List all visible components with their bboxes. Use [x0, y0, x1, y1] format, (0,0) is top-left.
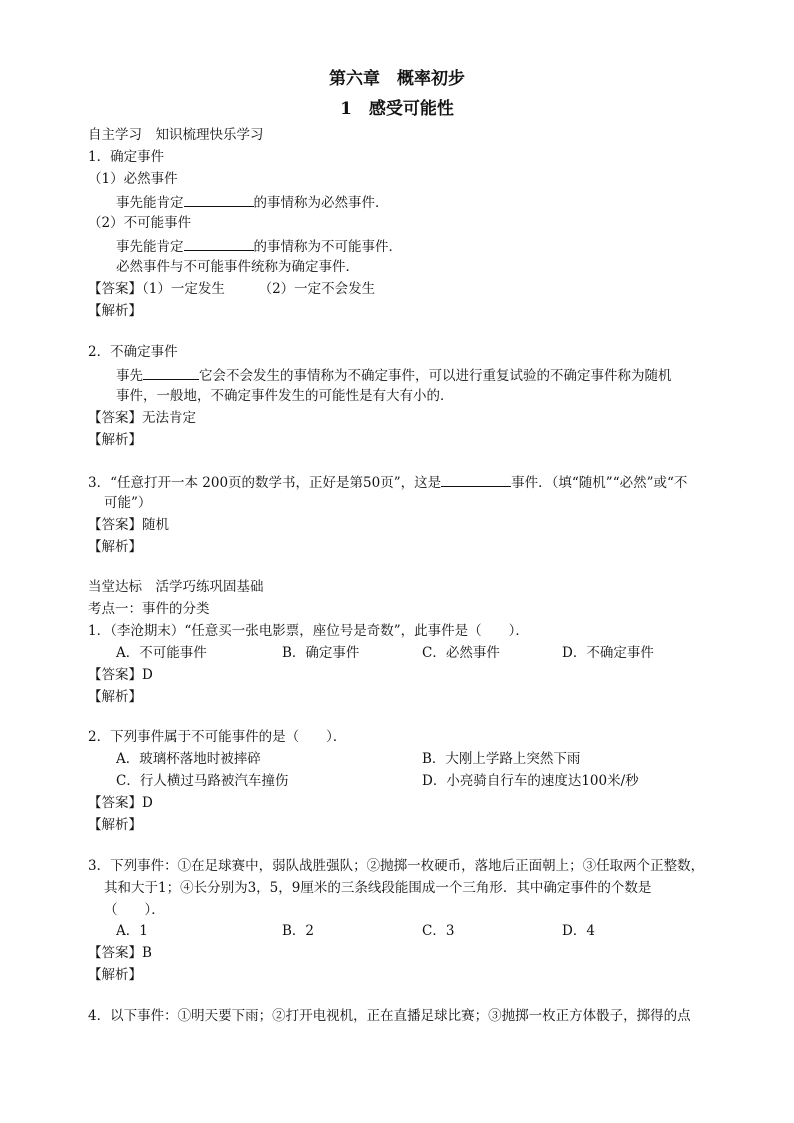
- q2-option-a: A．玻璃杯落地时被摔碎: [116, 751, 261, 767]
- fill-blank: [184, 192, 254, 207]
- q3-line2: 其和大于1；④长分别为3，5，9厘米的三条线段能围成一个三角形．其中确定事件的个数是: [104, 880, 652, 896]
- q2-answer: 【答案】D: [88, 795, 153, 811]
- s1-sub2-sentence: [116, 236, 402, 256]
- s1-answer: 【答案】（1）一定发生 （2）一定不会发生: [88, 281, 376, 297]
- q3-option-a: A．1: [116, 923, 148, 939]
- q2-analysis: 【解析】: [88, 817, 142, 833]
- q3-line1: 3．下列事件：①在足球赛中，弱队战胜强队；②抛掷一枚硬币，落地后正面朝上；③任取两个正整数，: [88, 858, 705, 874]
- s3-line1-after: 事件．（填“随机”“必然”或“不: [511, 475, 688, 491]
- q2-option-d: D．小亮骑自行车的速度达100米/秒: [422, 773, 639, 789]
- s1-sub1: （1）必然事件: [88, 171, 178, 187]
- q3-option-b: B．2: [282, 923, 315, 939]
- s1-summary: 必然事件与不可能事件统称为确定事件．: [116, 259, 359, 275]
- q2-option-b: B．大刚上学路上突然下雨: [422, 751, 581, 767]
- s1-sub1-before: 事先能肯定: [116, 195, 184, 211]
- q3-analysis: 【解析】: [88, 967, 142, 983]
- fill-blank: [143, 365, 199, 380]
- s3-line1-before: 3．“任意打开一本 200页的数学书，正好是第50页”，这是: [88, 475, 442, 491]
- q3-option-d: D．4: [562, 923, 595, 939]
- s2-line1: [116, 365, 672, 385]
- q1-option-d: D．不确定事件: [562, 645, 654, 661]
- s2-line2: 事件，一般地，不确定事件发生的可能性是有大有小的．: [116, 388, 454, 404]
- chapter-title: 第六章 概率初步: [329, 69, 465, 89]
- part1-heading: 自主学习 知识梳理快乐学习: [88, 127, 264, 143]
- q1-option-c: C．必然事件: [422, 645, 500, 661]
- fill-blank: [441, 472, 511, 487]
- s1-sub2-before: 事先能肯定: [116, 239, 184, 255]
- s3-answer: 【答案】随机: [88, 517, 169, 533]
- q3-option-c: C．3: [422, 923, 455, 939]
- s1-sub1-sentence: [116, 192, 389, 212]
- fill-blank: [184, 236, 254, 251]
- q1-analysis: 【解析】: [88, 689, 142, 705]
- part2-heading: 当堂达标 活学巧练巩固基础: [88, 579, 264, 595]
- s1-title: 1．确定事件: [88, 149, 165, 165]
- q1-option-b: B．确定事件: [282, 645, 360, 661]
- q2-stem: 2．下列事件属于不可能事件的是（ ）．: [88, 729, 347, 745]
- s2-line1-after: 它会不会发生的事情称为不确定事件，可以进行重复试验的不确定事件称为随机: [199, 368, 672, 384]
- s2-analysis: 【解析】: [88, 432, 142, 448]
- s1-sub1-after: 的事情称为必然事件．: [253, 195, 389, 211]
- q1-option-a: A．不可能事件: [116, 645, 207, 661]
- s3-line1: [88, 472, 687, 492]
- q3-line3: （ ）．: [104, 902, 165, 918]
- s1-analysis: 【解析】: [88, 303, 142, 319]
- q1-answer: 【答案】D: [88, 667, 153, 683]
- s2-line1-before: 事先: [116, 368, 143, 384]
- s2-title: 2．不确定事件: [88, 344, 178, 360]
- s1-sub2-after: 的事情称为不可能事件．: [253, 239, 402, 255]
- q4-line1: 4．以下事件：①明天要下雨；②打开电视机，正在直播足球比赛；③抛掷一枚正方体骰子，掷得的点: [88, 1008, 691, 1024]
- section-title: 1 感受可能性: [340, 99, 454, 119]
- q1-stem: 1．（李沧期末）“任意买一张电影票，座位号是奇数”，此事件是（ ）．: [88, 623, 529, 639]
- s3-analysis: 【解析】: [88, 539, 142, 555]
- s1-sub2: （2）不可能事件: [88, 215, 192, 231]
- kaodian1-heading: 考点一：事件的分类: [88, 601, 210, 617]
- q2-option-c: C．行人横过马路被汽车撞伤: [116, 773, 289, 789]
- s3-line2: 可能”）: [104, 495, 152, 511]
- q3-answer: 【答案】B: [88, 945, 152, 961]
- s2-answer: 【答案】无法肯定: [88, 410, 196, 426]
